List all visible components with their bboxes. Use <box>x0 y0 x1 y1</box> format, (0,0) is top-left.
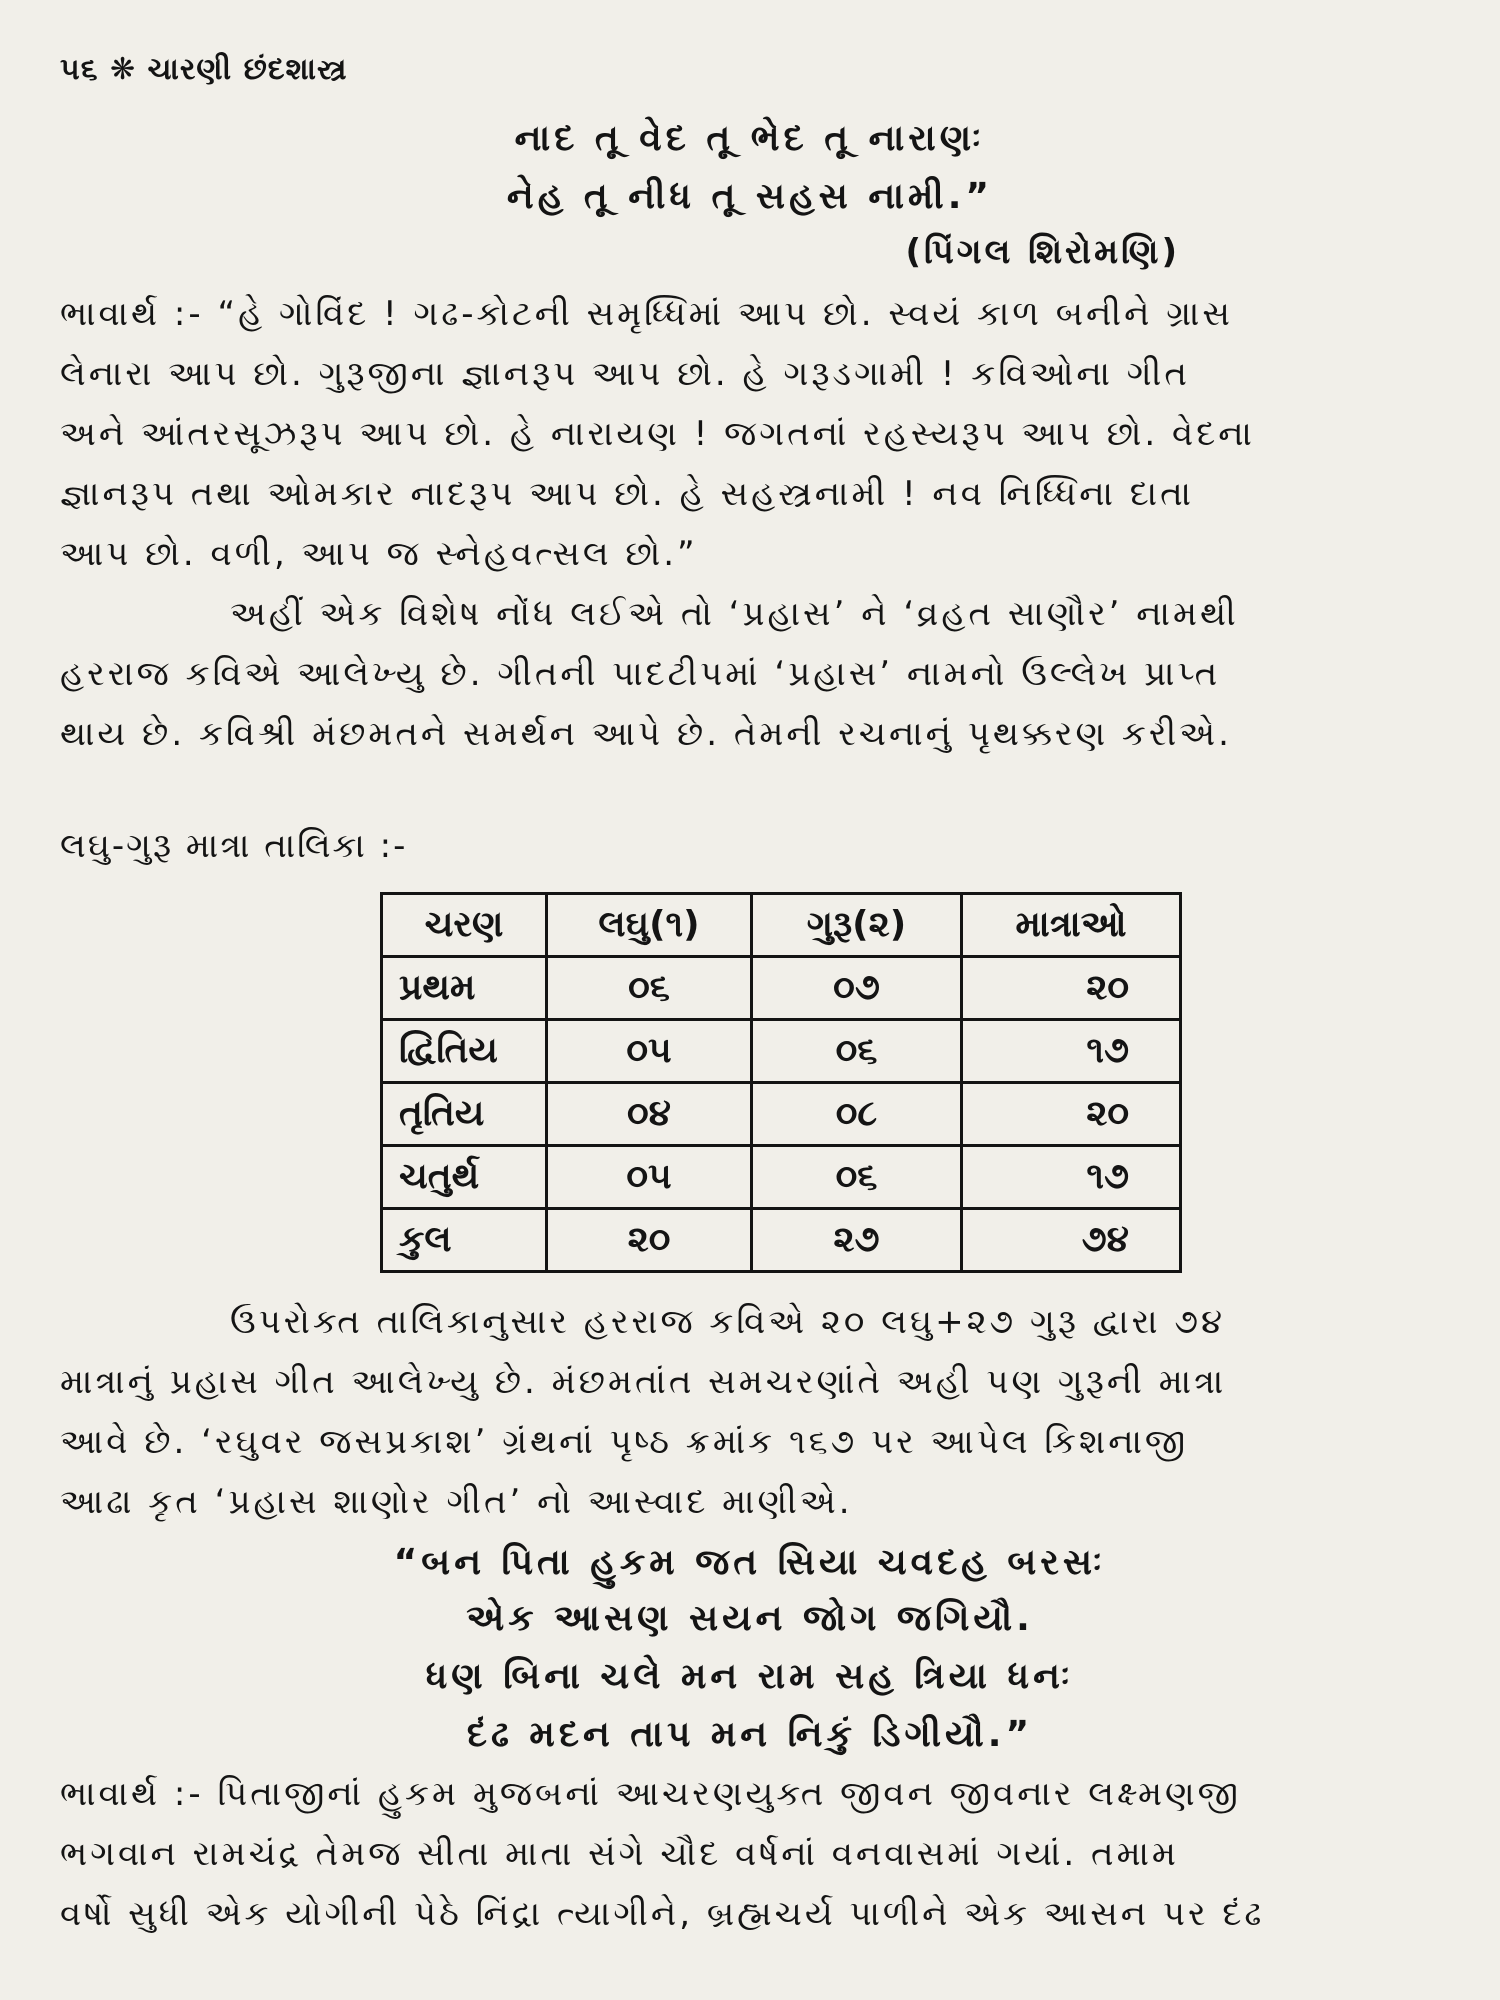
verse2-line: “બન પિતા હુકમ જત સિયા ચવદહ બરસઃ <box>393 1542 1107 1583</box>
table-row <box>382 957 1181 1020</box>
paragraph-line: આવે છે. ‘રઘુવર જસપ્રકાશ’ ગ્રંથનાં પૃષ્ઠ ક્રમાંક ૧૬૭ પર આપેલ કિશનાજી <box>60 1422 1189 1462</box>
paragraph-line: ભાવાર્થ :- “હે ગોવિંદ ! ગઢ-કોટની સમૃધ્ધિમાં આપ છો. સ્વયં કાળ બનીને ગ્રાસ <box>60 294 1233 334</box>
paragraph-line: હરરાજ કવિએ આલેખ્યુ છે. ગીતની પાદટીપમાં ‘પ્રહાસ’ નામનો ઉલ્લેખ પ્રાપ્ત <box>60 654 1221 694</box>
table-cell: ૦૬ <box>547 957 752 1020</box>
paragraph-line: ઉપરોક્ત તાલિકાનુસાર હરરાજ કવિએ ૨૦ લઘુ+૨૭ ગુરૂ દ્વારા ૭૪ <box>230 1302 1226 1342</box>
paragraph-line: ભગવાન રામચંદ્ર તેમજ સીતા માતા સંગે ચૌદ વર્ષનાં વનવાસમાં ગયાં. તમામ <box>60 1834 1179 1874</box>
table-cell: કુલ <box>382 1209 547 1272</box>
table-header-row <box>382 894 1181 957</box>
paragraph-line: માત્રાનું પ્રહાસ ગીત આલેખ્યુ છે. મંછમતાંત સમચરણાંતે અહી પણ ગુરૂની માત્રા <box>60 1362 1227 1402</box>
table-cell: ૦૫ <box>547 1146 752 1209</box>
verse1-line: નેહ તૂ નીધ તૂ સહસ નામી.” <box>506 176 994 217</box>
matra-table <box>380 892 1182 1273</box>
table-cell: ૦૫ <box>547 1020 752 1083</box>
paragraph-line: આઢા કૃત ‘પ્રહાસ શાણોર ગીત’ નો આસ્વાદ માણીએ. <box>60 1482 853 1522</box>
table-cell: દ્વિતિય <box>382 1020 547 1083</box>
paragraph-line: ભાવાર્થ :- પિતાજીનાં હુકમ મુજબનાં આચરણયુક્ત જીવન જીવનાર લક્ષ્મણજી <box>60 1774 1241 1814</box>
paragraph-line: વર્ષો સુધી એક યોગીની પેઠે નિંદ્રા ત્યાગીને, બ્રહ્મચર્ય પાળીને એક આસન પર દંઢ <box>60 1894 1265 1934</box>
verse2-line: દંઢ મદન તાપ મન નિકું ડિગીયૌ.” <box>466 1714 1034 1755</box>
verse2-line: એક આસણ સયન જોગ જગિયૌ. <box>466 1598 1034 1639</box>
table-cell: ૦૪ <box>547 1083 752 1146</box>
table-cell: ૨૭ <box>752 1209 962 1272</box>
explanation-paragraph-1 <box>60 284 1460 584</box>
table-cell: પ્રથમ <box>382 957 547 1020</box>
table-header-cell: ગુરૂ(૨) <box>752 894 962 957</box>
paragraph-line: અહીં એક વિશેષ નોંધ લઈએ તો ‘પ્રહાસ’ ને ‘વ્રહત સાણૌર’ નામથી <box>230 594 1239 634</box>
explanation-paragraph-2 <box>60 584 1460 764</box>
table-cell: ૭૪ <box>962 1209 1181 1272</box>
table-cell: ૨૦ <box>962 1083 1181 1146</box>
paragraph-line: લેનારા આપ છો. ગુરૂજીના જ્ઞાનરૂપ આપ છો. હે ગરૂડગામી ! કવિઓના ગીત <box>60 354 1190 394</box>
explanation-paragraph-4 <box>60 1764 1460 1944</box>
table-cell: તૃતિય <box>382 1083 547 1146</box>
table-cell: ૦૭ <box>752 957 962 1020</box>
paragraph-line: થાય છે. કવિશ્રી મંછમતને સમર્થન આપે છે. તેમની રચનાનું પૃથક્કરણ કરીએ. <box>60 714 1232 754</box>
paragraph-line: આપ છો. વળી, આપ જ સ્નેહવત્સલ છો.” <box>60 534 698 574</box>
table-cell: ૦૬ <box>752 1146 962 1209</box>
table-header-cell: માત્રાઓ <box>962 894 1181 957</box>
paragraph-line: અને આંતરસૂઝરૂપ આપ છો. હે નારાયણ ! જગતનાં રહસ્યરૂપ આપ છો. વેદના <box>60 414 1255 454</box>
table-row <box>382 1146 1181 1209</box>
table-cell: ૧૭ <box>962 1146 1181 1209</box>
page-header: ૫૬ ❋ ચારણી છંદશાસ્ત્ર <box>60 52 348 87</box>
explanation-paragraph-3 <box>60 1292 1460 1532</box>
table-header-cell: ચરણ <box>382 894 547 957</box>
verse1-line: નાદ તૂ વેદ તૂ ભેદ તૂ નારાણઃ <box>514 118 986 159</box>
table-cell: ૨૦ <box>962 957 1181 1020</box>
table-cell: ૧૭ <box>962 1020 1181 1083</box>
table-row <box>382 1083 1181 1146</box>
table-cell: ૦૮ <box>752 1083 962 1146</box>
table-cell: ચતુર્થ <box>382 1146 547 1209</box>
table-total-row <box>382 1209 1181 1272</box>
table-header-cell: લઘુ(૧) <box>547 894 752 957</box>
verse2-line: ધણ બિના ચલે મન રામ સહ ત્રિયા ધનઃ <box>425 1656 1075 1697</box>
table-title: લઘુ-ગુરૂ માત્રા તાલિકા :- <box>60 826 408 866</box>
table-row <box>382 1020 1181 1083</box>
table-cell: ૦૬ <box>752 1020 962 1083</box>
paragraph-line: જ્ઞાનરૂપ તથા ઓમકાર નાદરૂપ આપ છો. હે સહસ્ત્રનામી ! નવ નિધ્ધિના દાતા <box>60 474 1194 514</box>
verse1-attribution: (પિંગલ શિરોમણિ) <box>905 232 1180 272</box>
table-cell: ૨૦ <box>547 1209 752 1272</box>
